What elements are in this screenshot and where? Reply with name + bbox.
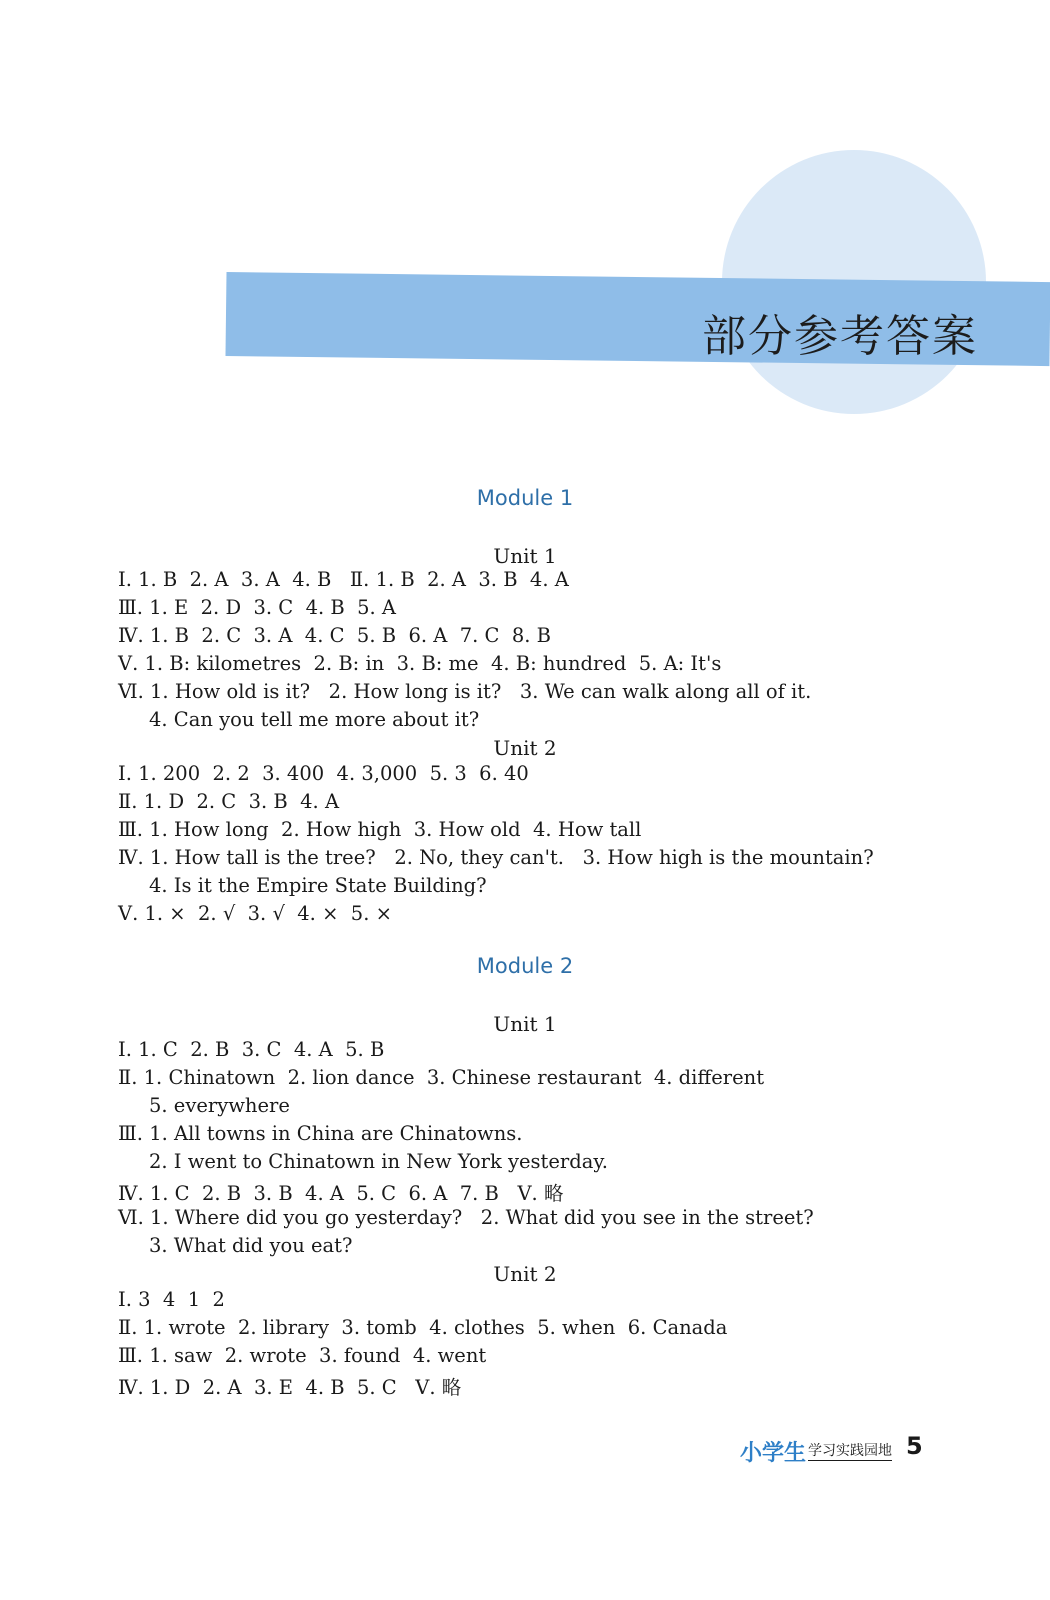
answer-line: Ⅵ. 1. How old is it? 2. How long is it? 3. We can walk along all of it. (118, 680, 812, 703)
answer-line: Ⅲ. 1. All towns in China are Chinatowns. (118, 1122, 523, 1145)
answer-line: Ⅱ. 1. wrote 2. library 3. tomb 4. clothes 5. when 6. Canada (118, 1316, 728, 1339)
answer-line: Ⅲ. 1. E 2. D 3. C 4. B 5. A (118, 596, 397, 619)
answer-line: Ⅵ. 1. Where did you go yesterday? 2. What did you see in the street? (118, 1206, 814, 1229)
answer-line: Ⅰ. 1. B 2. A 3. A 4. B Ⅱ. 1. B 2. A 3. B 4. A (118, 568, 569, 591)
module-1-title: Module 1 (476, 486, 574, 510)
answer-line: 4. Can you tell me more about it? (118, 708, 480, 731)
footer-brand: 小学生 (740, 1441, 807, 1466)
answer-line: Ⅱ. 1. D 2. C 3. B 4. A (118, 790, 340, 813)
module-1-unit-1-title: Unit 1 (493, 544, 557, 568)
module-2-unit-1-title: Unit 1 (493, 1012, 557, 1036)
page-title: 部分参考答案 (702, 311, 978, 362)
answer-line: Ⅳ. 1. B 2. C 3. A 4. C 5. B 6. A 7. C 8. B (118, 624, 551, 647)
footer-subtitle: 学习实践园地 (808, 1440, 892, 1461)
module-2-unit-2-title: Unit 2 (493, 1262, 557, 1286)
answer-line: Ⅴ. 1. × 2. √ 3. √ 4. × 5. × (118, 902, 392, 925)
page-number: 5 (906, 1432, 923, 1460)
module-2-title: Module 2 (476, 954, 574, 978)
answer-line: 3. What did you eat? (118, 1234, 353, 1257)
answer-line: Ⅲ. 1. How long 2. How high 3. How old 4. How tall (118, 818, 642, 841)
module-1-unit-2-title: Unit 2 (493, 736, 557, 760)
answer-line: Ⅳ. 1. D 2. A 3. E 4. B 5. C Ⅴ. 略 (118, 1376, 462, 1399)
answer-line: Ⅰ. 1. 200 2. 2 3. 400 4. 3,000 5. 3 6. 40 (118, 762, 529, 785)
answer-line: 4. Is it the Empire State Building? (118, 874, 487, 897)
answer-line: Ⅰ. 3 4 1 2 (118, 1288, 225, 1311)
answer-line: Ⅱ. 1. Chinatown 2. lion dance 3. Chinese restaurant 4. different (118, 1066, 765, 1089)
answer-line: Ⅴ. 1. B: kilometres 2. B: in 3. B: me 4. B: hundred 5. A: It's (118, 652, 722, 675)
answer-line: 5. everywhere (118, 1094, 290, 1117)
answer-line: Ⅲ. 1. saw 2. wrote 3. found 4. went (118, 1344, 487, 1367)
answer-line: Ⅳ. 1. How tall is the tree? 2. No, they can't. 3. How high is the mountain? (118, 846, 874, 869)
answer-line: 2. I went to Chinatown in New York yesterday. (118, 1150, 608, 1173)
answer-line: Ⅳ. 1. C 2. B 3. B 4. A 5. C 6. A 7. B Ⅴ. 略 (118, 1182, 564, 1205)
answer-line: Ⅰ. 1. C 2. B 3. C 4. A 5. B (118, 1038, 385, 1061)
